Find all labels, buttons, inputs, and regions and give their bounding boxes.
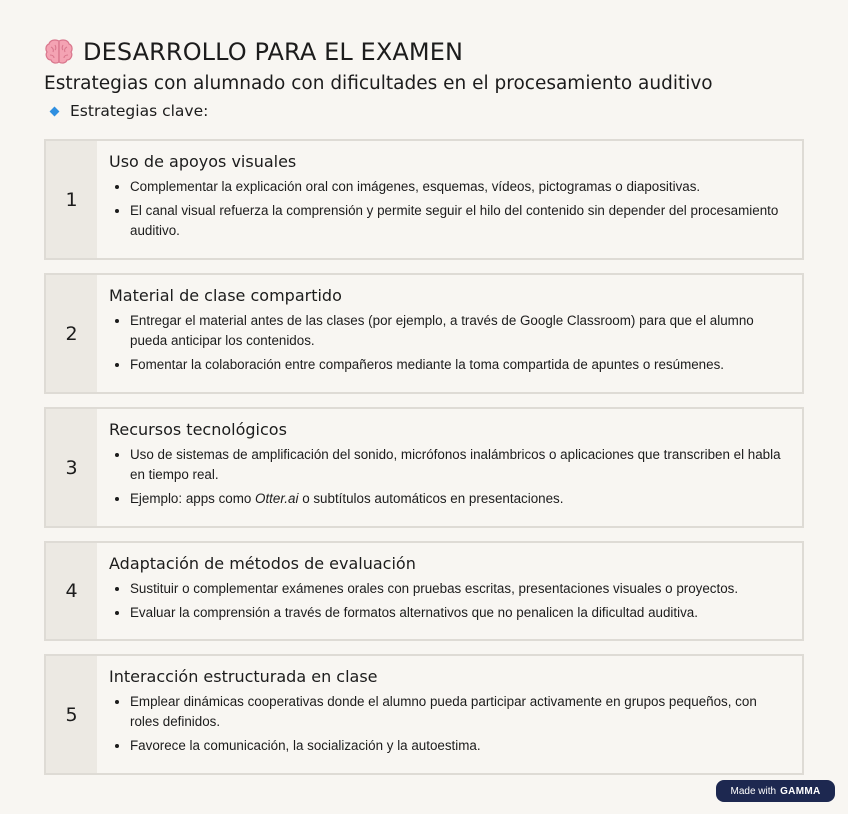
example-prefix: Ejemplo: apps como (130, 491, 256, 506)
strategy-number: 5 (46, 656, 97, 773)
bullet-item: • Entregar el material antes de las clases (por ejemplo, a través de Google Classroom) para que el alumno pueda anticipar los contenidos. (130, 311, 788, 351)
strategy-card (44, 139, 804, 260)
strategy-title: Interacción estructurada en clase (109, 667, 378, 686)
bullet-item-example (130, 489, 788, 509)
strategy-card (44, 541, 804, 641)
strategy-number: 4 (46, 543, 97, 639)
strategy-title: Recursos tecnológicos (109, 420, 287, 439)
bullet-item: • El canal visual refuerza la comprensión y permite seguir el hilo del contenido sin depender del procesamiento auditivo. (130, 201, 788, 241)
strategy-bullets (109, 579, 788, 623)
strategy-card (44, 273, 804, 394)
bullet-item: • Sustituir o complementar exámenes orales con pruebas escritas, presentaciones visuales o proyectos. (130, 579, 788, 599)
example-suffix: o subtítulos automáticos en presentaciones. (298, 491, 564, 506)
strategy-bullets (109, 311, 788, 375)
strategy-body (97, 543, 802, 639)
strategy-body (97, 275, 802, 392)
bullet-item: • Favorece la comunicación, la socialización y la autoestima. (130, 736, 788, 756)
bullet-item: • Evaluar la comprensión a través de formatos alternativos que no penalicen la dificultad auditiva. (130, 603, 788, 623)
page-subtitle: Estrategias con alumnado con dificultades en el procesamiento auditivo (44, 73, 713, 94)
key-strategies-heading (44, 99, 804, 123)
gamma-logo-text: GAMMA (780, 785, 821, 797)
blue-diamond-icon (50, 106, 60, 116)
key-strategies-label: Estrategias clave: (70, 102, 209, 120)
strategy-number: 2 (46, 275, 97, 392)
bullet-item: • Emplear dinámicas cooperativas donde el alumno pueda participar activamente en grupos pequeños, con roles definidos. (130, 692, 788, 732)
title-row (44, 34, 804, 70)
example-app-name: Otter.ai (255, 491, 299, 506)
brain-icon (44, 38, 74, 66)
strategy-bullets (109, 177, 788, 241)
strategy-body (97, 656, 802, 773)
strategy-card (44, 654, 804, 775)
made-with-gamma-badge[interactable] (716, 780, 835, 802)
strategy-body (97, 409, 802, 526)
strategy-bullets (109, 445, 788, 509)
bullet-item: • Uso de sistemas de amplificación del sonido, micrófonos inalámbricos o aplicaciones que transcriben el habla en tiempo real. (130, 445, 788, 485)
strategy-title: Material de clase compartido (109, 286, 342, 305)
strategy-number: 1 (46, 141, 97, 258)
strategy-bullets (109, 692, 788, 756)
page-title: DESARROLLO PARA EL EXAMEN (83, 38, 464, 66)
bullet-item: • Fomentar la colaboración entre compañeros mediante la toma compartida de apuntes o resúmenes. (130, 355, 788, 375)
bullet-item: • Complementar la explicación oral con imágenes, esquemas, vídeos, pictogramas o diapositivas. (130, 177, 788, 197)
strategy-title: Adaptación de métodos de evaluación (109, 554, 416, 573)
strategy-card (44, 407, 804, 528)
slide (44, 34, 804, 788)
strategy-body (97, 141, 802, 258)
badge-made-with-label: Made with (730, 785, 777, 797)
strategy-list (44, 139, 804, 775)
strategy-title: Uso de apoyos visuales (109, 152, 297, 171)
strategy-number: 3 (46, 409, 97, 526)
